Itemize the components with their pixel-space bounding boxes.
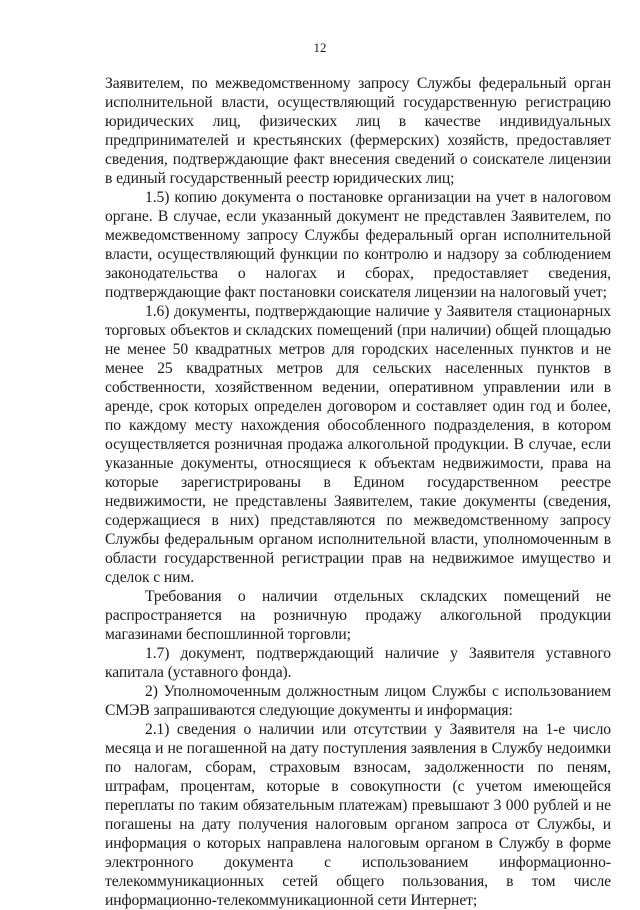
paragraph-item-1-7: 1.7) документ, подтверждающий наличие у Заявителя уставного капитала (уставного фонда).: [105, 645, 611, 681]
paragraph-item-2: 2) Уполномоченным должностным лицом Службы с использованием СМЭВ запрашиваются следующие документы и информация:: [105, 683, 611, 719]
page-number: 12: [313, 40, 327, 55]
paragraph-warehouse-requirements: Требования о наличии отдельных складских помещений не распространяется на розничную продажу алкогольной продукции магазинами беспошлинной торговли;: [105, 588, 611, 643]
paragraph-applicant-registry: Заявителем, по межведомственному запросу Службы федеральный орган исполнительной власти, осуществляющий государственную регистрацию юридических лиц, физических лиц в качестве индивидуальных предпринимателей и крестьянских (фермерских) хозяйств, предоставляет сведения, подтверждающие факт внесения сведений о соискателе лицензии в единый государственный реестр юридических лиц;: [105, 75, 611, 187]
paragraph-item-1-5: 1.5) копию документа о постановке организации на учет в налоговом органе. В случае, если указанный документ не представлен Заявителем, по межведомственному запросу Службы федеральный орган исполнительной власти, осуществляющий функции по контролю и надзору за соблюдением законодательства о налогах и сборах, предоставляет сведения, подтверждающие факт постановки соискателя лицензии на налоговый учет;: [105, 189, 611, 301]
paragraph-item-1-6: 1.6) документы, подтверждающие наличие у Заявителя стационарных торговых объектов и складских помещений (при наличии) общей площадью не менее 50 квадратных метров для городских населенных пунктов и не менее 25 квадратных метров для сельских населенных пунктов в собственности, хозяйственном ведении, оперативном управлении или в аренде, срок которых определен договором и составляет один год и более, по каждому месту нахождения обособленного подразделения, в котором осуществляется розничная продажа алкогольной продукции. В случае, если указанные документы, относящиеся к объектам недвижимости, права на которые зарегистрированы в Едином государственном реестре недвижимости, не представлены Заявителем, такие документы (сведения, содержащиеся в них) представляются по межведомственному запросу Службы федеральным органом исполнительной власти, уполномоченным в области государственной регистрации прав на недвижимое имущество и сделок с ним.: [105, 303, 611, 586]
document-body: [105, 74, 611, 910]
paragraph-item-2-1: 2.1) сведения о наличии или отсутствии у Заявителя на 1-е число месяца и не погашенной на дату поступления заявления в Службу недоимки по налогам, сборам, страховым взносам, задолженности по пеням, штрафам, процентам, которые в совокупности (с учетом имеющейся переплаты по таким обязательным платежам) превышают 3 000 рублей и не погашены на дату получения налоговым органом запроса от Службы, и информация о которых направлена налоговым органом в Службу в форме электронного документа с использованием информационно-телекоммуникационных сетей общего пользования, в том числе информационно-телекоммуникационной сети Интернет;: [105, 721, 611, 909]
